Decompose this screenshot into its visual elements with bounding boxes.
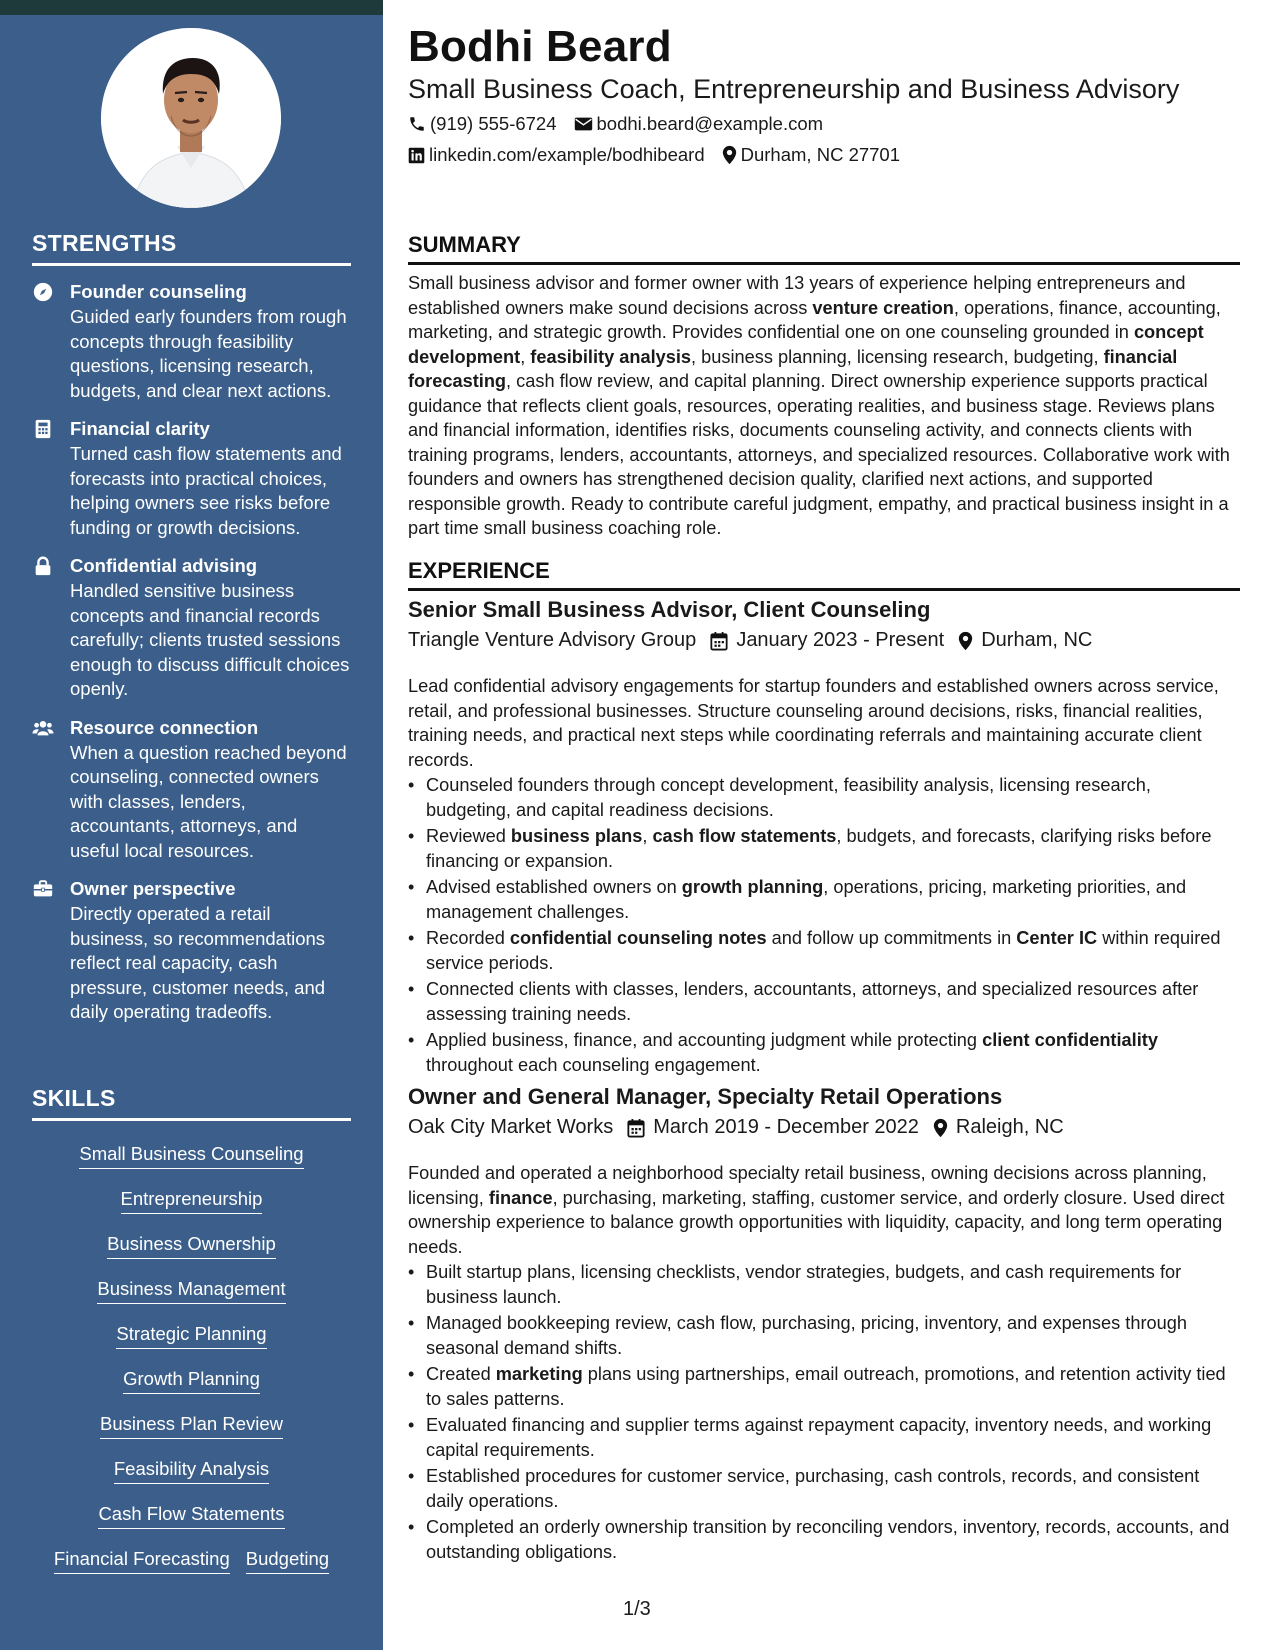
job-location: [933, 1116, 1064, 1139]
skill-tag: Cash Flow Statements: [98, 1502, 284, 1529]
skill-tag: Strategic Planning: [116, 1322, 266, 1349]
job-summary: Founded and operated a neighborhood specialty retail business, owning decisions across planning, licensing, finance, purchasing, marketing, staffing, customer service, and orderly closure. Used direct ownership experience to balance growth opportunities with liquidity, capacity, and long term operating needs.: [408, 1163, 1225, 1257]
job-bullet: • Reviewed business plans, cash flow statements, budgets, and forecasts, clarifying risks before financing or expansion.: [408, 824, 1240, 873]
summary-part: , business planning, licensing research, budgeting,: [691, 346, 1104, 367]
strength-title: Owner perspective: [70, 878, 236, 899]
job-location-text: Raleigh, NC: [955, 1116, 1064, 1138]
job-dates: [710, 629, 944, 652]
job-summary: Lead confidential advisory engagements for startup founders and established owners across service, retail, and professional businesses. Structure counseling around decisions, risks, financial realities, training needs, and practical next steps while coordinating referrals and maintaining accurate client records.: [408, 676, 1219, 770]
map-pin-icon: [933, 1118, 948, 1138]
compass-icon: [32, 281, 54, 303]
skill-tag: Business Management: [97, 1277, 285, 1304]
contact-email: [574, 113, 824, 135]
job-dates-text: January 2023 - Present: [736, 629, 945, 651]
profile-photo: [101, 28, 281, 208]
calendar-icon: [710, 631, 728, 651]
strength-title: Resource connection: [70, 716, 259, 738]
users-icon: [32, 717, 54, 739]
job-meta: [408, 1116, 1078, 1139]
strength-desc: When a question reached beyond counseling, connected owners with classes, lenders, accountants, attorneys, and useful local resources.: [70, 741, 347, 861]
job-bullet: • Evaluated financing and supplier terms against repayment capacity, inventory needs, and working capital requirements.: [408, 1413, 1240, 1462]
linkedin-text: linkedin.com/example/bodhibeard: [429, 144, 705, 165]
skill-tag: Budgeting: [246, 1547, 329, 1574]
sidebar: [0, 15, 383, 1650]
candidate-name: Bodhi Beard: [408, 22, 672, 71]
contact-row-2: [408, 144, 917, 166]
calendar-icon: [627, 1118, 645, 1138]
contact-linkedin: [408, 144, 705, 166]
lock-icon: [32, 555, 54, 577]
phone-text: (919) 555-6724: [430, 113, 557, 134]
page-number: 1/3: [623, 1598, 651, 1620]
strength-desc: Turned cash flow statements and forecasts into practical choices, helping owners see risks before funding or growth decisions.: [70, 443, 342, 538]
job-bullet: • Completed an orderly ownership transition by reconciling vendors, inventory, records, accounts, and outstanding obligations.: [408, 1515, 1240, 1564]
summary-part: ,: [520, 346, 531, 367]
skill-tag: Business Ownership: [107, 1232, 276, 1259]
job-location: [958, 629, 1092, 652]
job-bullet: • Built startup plans, licensing checklists, vendor strategies, budgets, and cash requirements for business launch.: [408, 1260, 1240, 1309]
map-pin-icon: [722, 145, 737, 165]
job-bullet: • Created marketing plans using partnerships, email outreach, promotions, and retention activity tied to sales patterns.: [408, 1362, 1240, 1411]
job-dates: [627, 1116, 919, 1139]
briefcase-icon: [32, 878, 54, 900]
skill-tag: Small Business Counseling: [79, 1142, 303, 1169]
summary-keyword: concept development: [408, 322, 1204, 367]
skills-list: [32, 1133, 351, 1583]
strength-title: Financial clarity: [70, 418, 210, 439]
skill-tag: Financial Forecasting: [54, 1547, 230, 1574]
contact-phone: [408, 113, 557, 135]
summary-keyword: feasibility analysis: [530, 346, 692, 367]
email-text: bodhi.beard@example.com: [596, 113, 824, 134]
skills-heading: SKILLS: [32, 1085, 351, 1121]
summary-keyword: venture creation: [812, 297, 954, 318]
strength-desc: Directly operated a retail business, so recommendations reflect real capacity, cash pressure, customer needs, and daily operating tradeoffs.: [70, 903, 326, 1022]
job-bullet: • Managed bookkeeping review, cash flow, purchasing, pricing, inventory, and expenses through seasonal demand shifts.: [408, 1311, 1240, 1360]
skills-section: [32, 1085, 351, 1583]
strength-title: Founder counseling: [70, 281, 247, 302]
summary-part: , cash flow review, and capital planning. Direct ownership experience supports practical guidance that reflects client goals, resources, operating realities, and business stage. Reviews plans and financial information, identifies risks, documents counseling activity, and connects clients with training programs, lenders, accountants, attorneys, and specialized resources. Collaborative work with founders and owners has strengthened decision quality, clarified next actions, and supported responsible growth. Ready to contribute careful judgment, empathy, and practical business insight in a part time small business coaching role.: [408, 371, 1230, 538]
strengths-section: [32, 230, 351, 1025]
map-pin-icon: [958, 631, 973, 651]
summary-heading: SUMMARY: [408, 232, 1240, 265]
job-title: Owner and General Manager, Specialty Retail Operations: [408, 1084, 1003, 1109]
strengths-heading: STRENGTHS: [32, 230, 351, 266]
job-bullet: • Counseled founders through concept development, feasibility analysis, licensing research, budgeting, and capital readiness decisions.: [408, 773, 1240, 822]
strength-desc: Handled sensitive business concepts and financial records carefully; clients trusted sessions enough to discuss difficult choices openly.: [70, 580, 350, 699]
strength-title: Confidential advising: [70, 555, 258, 576]
job-meta: [408, 629, 1106, 652]
calculator-icon: [32, 418, 54, 440]
job-bullet: • Established procedures for customer service, purchasing, cash controls, records, and consistent daily operations.: [408, 1464, 1240, 1513]
summary-part: , operations, finance, accounting, marketing, and strategic growth. Provides confidential one on one counseling grounded in: [408, 297, 1221, 342]
strength-item: [32, 280, 351, 403]
skill-tag: Entrepreneurship: [121, 1187, 263, 1214]
strength-item: [32, 877, 351, 1025]
envelope-icon: [574, 116, 593, 132]
job-company: Triangle Venture Advisory Group: [408, 629, 697, 651]
avatar: [101, 28, 281, 208]
job-bullet: • Recorded confidential counseling notes and follow up commitments in Center IC within required service periods.: [408, 926, 1240, 975]
skill-tag: Business Plan Review: [100, 1412, 283, 1439]
summary-part: Small business advisor and former owner with 13 years of experience helping entrepreneurs and established owners make sound decisions across: [408, 273, 1186, 318]
summary-keyword: financial forecasting: [408, 346, 1178, 391]
top-accent-bar: [0, 0, 383, 15]
phone-icon: [408, 115, 426, 133]
contact-location: [722, 144, 900, 166]
candidate-headline: Small Business Coach, Entrepreneurship and Business Advisory: [408, 74, 1180, 104]
strength-desc: Guided early founders from rough concepts through feasibility questions, licensing research, budgets, and clear next actions.: [70, 306, 347, 401]
job-bullet: • Connected clients with classes, lenders, accountants, attorneys, and specialized resources after assessing training needs.: [408, 977, 1240, 1026]
job-bullet: • Applied business, finance, and accounting judgment while protecting client confidentiality throughout each counseling engagement.: [408, 1028, 1240, 1077]
job-bullets: [408, 1260, 1240, 1566]
job-title: Senior Small Business Advisor, Client Counseling: [408, 597, 931, 622]
contact-row-1: [408, 113, 840, 135]
location-text: Durham, NC 27701: [740, 144, 901, 165]
job-bullets: [408, 773, 1240, 1079]
job-bullet: • Advised established owners on growth planning, operations, pricing, marketing priorities, and management challenges.: [408, 875, 1240, 924]
strength-item: [32, 554, 351, 702]
skill-tag: Feasibility Analysis: [114, 1457, 269, 1484]
job-company: Oak City Market Works: [408, 1116, 614, 1138]
skill-tag: Growth Planning: [123, 1367, 260, 1394]
strength-item: [32, 716, 351, 864]
job-dates-text: March 2019 - December 2022: [653, 1116, 919, 1138]
strength-item: [32, 417, 351, 540]
linkedin-icon: [408, 147, 425, 164]
summary-text: [408, 271, 1240, 541]
experience-heading: EXPERIENCE: [408, 558, 1240, 591]
job-location-text: Durham, NC: [981, 629, 1093, 651]
